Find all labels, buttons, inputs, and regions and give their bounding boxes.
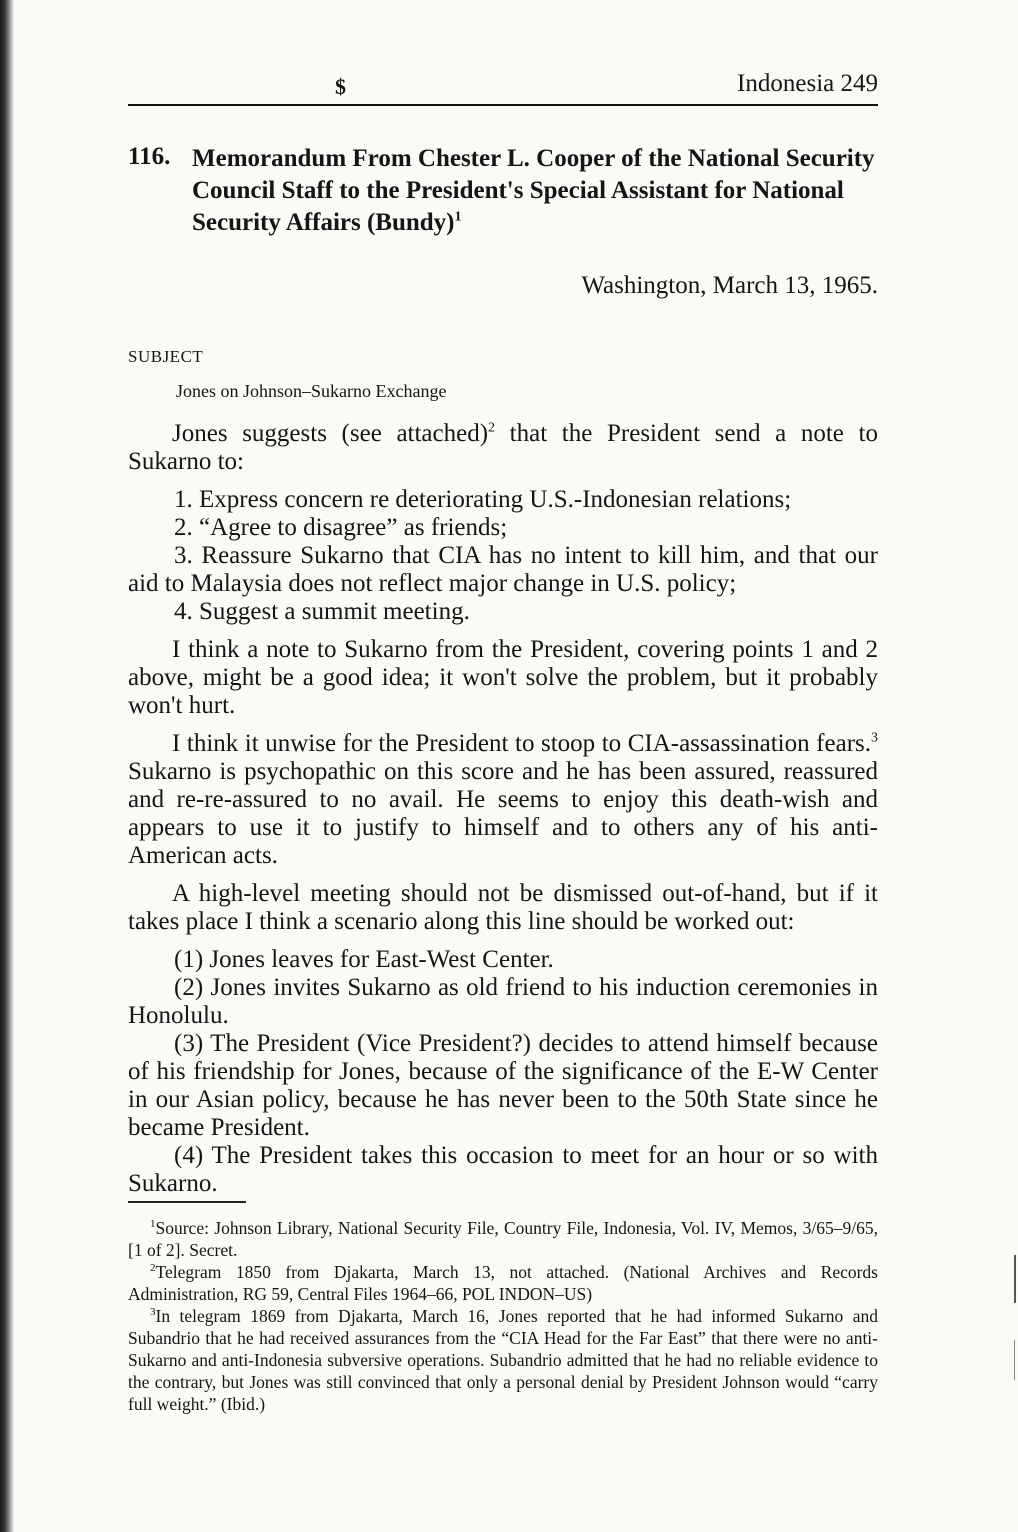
document-number: 116. bbox=[128, 143, 171, 170]
paragraph bbox=[128, 420, 878, 476]
footnote-text: In telegram 1869 from Djakarta, March 16, Jones reported that he had informed Sukarno and Subandrio that he had received assurances from the “CIA Head for the Far East” that there were no anti-Sukarno and anti-Indonesia subversive operations. Subandrio admitted that he had no reliable evidence to the contrary, but Jones was still convinced that only a personal denial by President Johnson would “carry full weight.” (Ibid.) bbox=[128, 1306, 878, 1414]
memo-body bbox=[128, 420, 878, 1198]
footnote-ref[interactable]: 3 bbox=[871, 730, 878, 746]
list-item: 2. “Agree to disagree” as friends; bbox=[174, 514, 508, 541]
footnote-ref[interactable]: 1 bbox=[454, 209, 462, 225]
scan-binding-edge bbox=[0, 0, 14, 1532]
footnote-text: Source: Johnson Library, National Security File, Country File, Indonesia, Vol. IV, Memos, 3/65–9/65, [1 of 2]. Secret. bbox=[128, 1218, 878, 1260]
footnote-rule bbox=[128, 1201, 246, 1203]
list-item: (1) Jones leaves for East-West Center. bbox=[174, 946, 554, 973]
footnote-text: Telegram 1850 from Djakarta, March 13, not attached. (National Archives and Records Administration, RG 59, Central Files 1964–66, POL INDON–US) bbox=[128, 1262, 878, 1304]
subject-label: SUBJECT bbox=[128, 347, 204, 366]
footnote bbox=[128, 1217, 878, 1261]
dateline: Washington, March 13, 1965. bbox=[581, 272, 878, 299]
paragraph: A high-level meeting should not be dismissed out-of-hand, but if it takes place I think a scenario along this line should be worked out: bbox=[128, 880, 878, 935]
paragraph: I think a note to Sukarno from the President, covering points 1 and 2 above, might be a good idea; it won't solve the problem, but it probably won't hurt. bbox=[128, 636, 878, 719]
subject-text: Jones on Johnson–Sukarno Exchange bbox=[176, 381, 447, 401]
list-item: (3) The President (Vice President?) decides to attend himself because of his friendship for Jones, because of the significance of the E-W Center in our Asian policy, because he has never been to the 50th State since he became President. bbox=[128, 1030, 878, 1141]
footnotes bbox=[128, 1217, 878, 1415]
list-item: 1. Express concern re deteriorating U.S.-Indonesian relations; bbox=[174, 486, 792, 513]
scan-mark bbox=[1014, 1255, 1016, 1303]
list-item: 3. Reassure Sukarno that CIA has no intent to kill him, and that our aid to Malaysia does not reflect major change in U.S. policy; bbox=[128, 542, 878, 597]
paragraph bbox=[128, 730, 878, 870]
running-head: Indonesia 249 bbox=[737, 70, 878, 97]
footnote bbox=[128, 1305, 878, 1415]
footnote-number: 1 bbox=[150, 1218, 156, 1231]
list-item: 4. Suggest a summit meeting. bbox=[174, 598, 470, 625]
list-item: (2) Jones invites Sukarno as old friend to his induction ceremonies in Honolulu. bbox=[128, 974, 878, 1029]
list-item: (4) The President takes this occasion to meet for an hour or so with Sukarno. bbox=[128, 1142, 878, 1197]
scan-mark bbox=[1014, 1340, 1015, 1380]
document-title-text: Memorandum From Chester L. Cooper of the National Security Council Staff to the President's Special Assistant for National Security Affairs (Bundy) bbox=[192, 145, 875, 236]
text: I think it unwise for the President to stoop to CIA-assassination fears. bbox=[172, 730, 871, 757]
footnote-number: 2 bbox=[150, 1262, 156, 1275]
header-mark: $ bbox=[335, 74, 346, 99]
footnote-number: 3 bbox=[150, 1306, 156, 1319]
footnote-ref[interactable]: 2 bbox=[488, 420, 496, 436]
text: that the President send a note to Sukarno to: bbox=[128, 420, 878, 475]
document-title bbox=[192, 143, 882, 239]
text: Sukarno is psychopathic on this score and he has been assured, reassured and re-re-assured to no avail. He seems to enjoy this death-wish and appears to use it to justify to himself and to others any of his anti-American acts. bbox=[128, 758, 878, 869]
text: Jones suggests (see attached) bbox=[172, 420, 489, 447]
footnote bbox=[128, 1261, 878, 1305]
header-rule bbox=[128, 104, 878, 106]
